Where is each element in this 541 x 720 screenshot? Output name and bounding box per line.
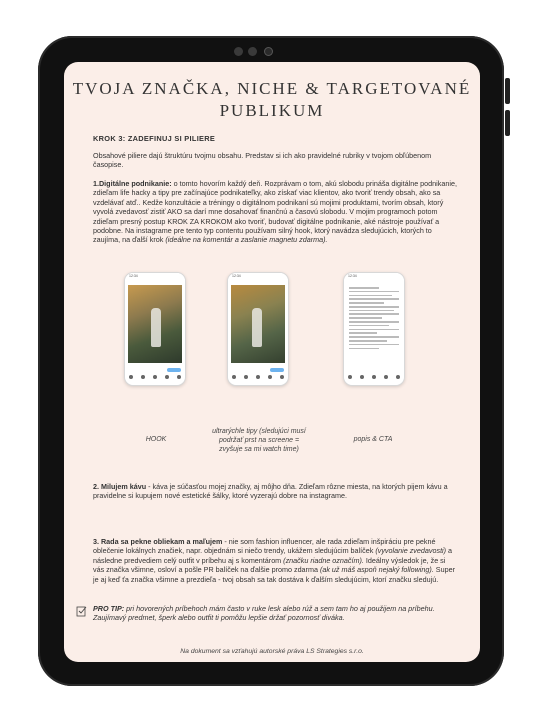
caption-cta: popis & CTA [353, 436, 393, 443]
phone-screenshot-hook: 12:34 [124, 272, 186, 386]
document-page [64, 62, 480, 662]
title-line-2: PUBLIKUM [219, 101, 325, 120]
pro-tip: PRO TIP: pri hovorených príbehoch mám často v ruke lesk alebo rúž a sem tam ho aj použijem na príbehu. Zaujímavý predmet, šperk alebo outfit ti pomôžu lepšie držať pozornosť diváka. [93, 604, 435, 623]
sensor-icon [248, 47, 257, 56]
pillar-3-paragraph: 3. Rada sa pekne obliekam a maľujem - nie som fashion influencer, ale rada zdieľam inšpiráciu pre pekné oblečenie lokálnych značiek, napr. objednám si niečo trendy, ukážem sledujúcim balíček (vyvolanie zvedavosti) a následne predvediem celý outfit v príbehu aj s komentárom (značku riadne označím). Ideálny výsledok je, že si vás značka všimne, osloví a pošle PR balíček na ďalšie promo zdarma (ak už máš aspoň nejaký following). Super je aj keď ťa značka všimne a prezdieľa - tvoj obsah sa tak dostáva k ďalším sledujúcim, ktorí značku sledujú. [93, 537, 455, 584]
step-heading: KROK 3: ZADEFINUJ SI PILIERE [93, 134, 216, 143]
pillar-1-paragraph: 1.Digitálne podnikanie: o tomto hovorím každý deň. Rozprávam o tom, akú slobodu prináša digitálne podnikanie, zdieľam life hacky a tipy pre začínajúce podnikateľky, ako získať viac klientov, ako tvoriť trendy obsah, ako sa vzdelávať atď.. Kedže konzultácie a tréningy o digitálnom podnikaní sú mojimi produktami, tvorím obsah, ktorý vyvolá zvedavosť zistiť AKO sa darí mne dosahovať finančnú a časovú slobodu. V mojim programoch potom zdieľam presný postup KROK ZA KROKOM ako tvoriť, budovať digitálne podnikanie, aké nástroje používať a podobne. Na instagrame pre tento typ contentu používam silný hook, ktorý navádza sledujúcich, ktorých to zaujíma, na ďalší krok (ideálne na komentár a zaslanie magnetu zdarma). [93, 179, 457, 245]
checklist-icon [76, 605, 88, 617]
title-line-1: TVOJA ZNAČKA, NICHE & TARGETOVANÉ [72, 79, 472, 98]
pillar-2-paragraph: 2. Milujem kávu - káva je súčasťou mojej značky, aj môjho dňa. Zdieľam rôzne miesta, na ktorých pijem kávu a pravidelne si kupujem nové estetické šálky, ktoré vyzerajú dobre na instagrame. [93, 482, 448, 501]
caption-tips: ultrarýchle tipy (sledujúci musí podržať prst na screene = zvyšuje sa mi watch time) [212, 428, 306, 453]
intro-paragraph: Obsahové piliere dajú štruktúru tvojmu obsahu. Predstav si ich ako pravidelné rubriky v tvojom obľúbenom časopise. [93, 151, 432, 170]
camera-bar [226, 44, 316, 58]
volume-up-button [505, 78, 510, 104]
camera-icon [264, 47, 273, 56]
sensor-icon [234, 47, 243, 56]
copyright-footer: Na dokument sa vzťahujú autorské práva LS Strategies s.r.o. [180, 648, 364, 655]
phone-screenshot-tips: 12:34 [227, 272, 289, 386]
volume-down-button [505, 110, 510, 136]
page-title [64, 78, 480, 122]
phone-screenshot-caption: 12:34 [343, 272, 405, 386]
caption-hook: HOOK [145, 436, 167, 443]
